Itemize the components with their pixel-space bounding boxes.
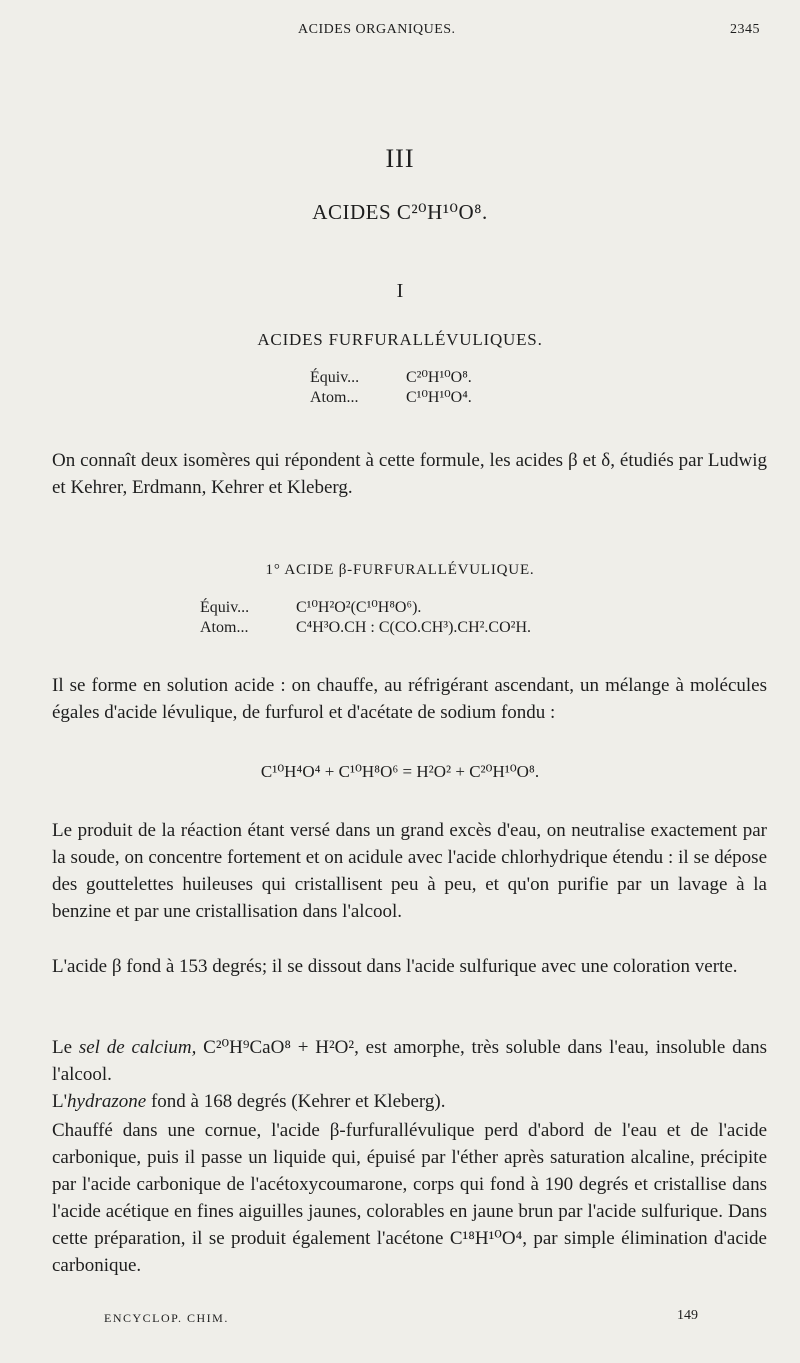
equiv-formula: C²⁰H¹⁰O⁸.	[406, 369, 472, 386]
acid-equiv-label: Équiv...	[200, 599, 250, 616]
hydrazone-italic: hydrazone	[67, 1091, 147, 1112]
acid-heading: 1° ACIDE β-FURFURALLÉVULIQUE.	[265, 562, 535, 578]
product-paragraph: Le produit de la réaction étant versé dans un grand excès d'eau, on neutralise exactement par la soude, on concentre fortement et on acidule avec l'acide chlorhydrique étendu : il se dépose des gouttelettes huileuses qui cristallisent peu à peu, et qu'on purifie par un lavage à la benzine et par une cristallisation dans l'alcool.	[52, 820, 767, 922]
acid-atom-formula: C⁴H³O.CH : C(CO.CH³).CH².CO²H.	[296, 619, 532, 636]
acid-formula	[200, 598, 531, 638]
section-number: III	[385, 144, 415, 173]
general-formula	[310, 368, 472, 408]
melting-paragraph: L'acide β fond à 153 degrés; il se dissout dans l'acide sulfurique avec une coloration verte.	[52, 956, 738, 977]
hydrazone-prefix: L'	[52, 1091, 68, 1112]
equiv-label: Équiv...	[310, 369, 360, 386]
atom-label: Atom...	[310, 389, 359, 406]
page-number: 2345	[730, 22, 760, 37]
footer-publication: ENCYCLOP. CHIM.	[104, 1311, 229, 1325]
calcium-salt-paragraph	[52, 1034, 767, 1088]
atom-formula: C¹⁰H¹⁰O⁴.	[406, 389, 472, 406]
formation-paragraph: Il se forme en solution acide : on chauffe, au réfrigérant ascendant, un mélange à molécules égales d'acide lévulique, de furfurol et d'acétate de sodium fondu :	[52, 675, 767, 723]
acid-equiv-formula: C¹⁰H²O²(C¹⁰H⁸O⁶).	[296, 599, 422, 616]
running-head	[0, 22, 800, 42]
reaction-equation: C¹⁰H⁴O⁴ + C¹⁰H⁸O⁶ = H²O² + C²⁰H¹⁰O⁸.	[260, 762, 540, 781]
running-head-title: ACIDES ORGANIQUES.	[298, 22, 456, 37]
section-title: ACIDES C²⁰H¹⁰O⁸.	[312, 200, 488, 224]
subsection-number: I	[396, 280, 404, 302]
calcium-italic: sel de calcium,	[78, 1037, 197, 1058]
footer-signature: 149	[677, 1308, 698, 1323]
calcium-rest: C²⁰H⁹CaO⁸ + H²O², est amorphe, très soluble dans l'eau, insoluble dans l'alcool.	[52, 1037, 767, 1085]
heating-paragraph: Chauffé dans une cornue, l'acide β-furfurallévulique perd d'abord de l'eau et de l'acide carbonique, puis il passe un liquide qui, épuisé par l'éther après saturation alcaline, précipite par l'acide carbonique de l'acétoxycoumarone, corps qui fond à 190 degrés et cristallise dans l'acide acétique en fines aiguilles jaunes, colorables en jaune brun par l'acide sulfurique. Dans cette préparation, il se produit également l'acétone C¹⁸H¹⁰O⁴, par simple élimination d'acide carbonique.	[52, 1120, 767, 1276]
subsection-title: ACIDES FURFURALLÉVULIQUES.	[257, 330, 543, 349]
hydrazone-paragraph	[52, 1088, 767, 1115]
hydrazone-rest: fond à 168 degrés (Kehrer et Kleberg).	[146, 1091, 446, 1112]
acid-atom-label: Atom...	[200, 619, 249, 636]
intro-paragraph: On connaît deux isomères qui répondent à cette formule, les acides β et δ, étudiés par Ludwig et Kehrer, Erdmann, Kehrer et Kleberg.	[52, 450, 767, 498]
calcium-prefix: Le	[52, 1037, 79, 1058]
